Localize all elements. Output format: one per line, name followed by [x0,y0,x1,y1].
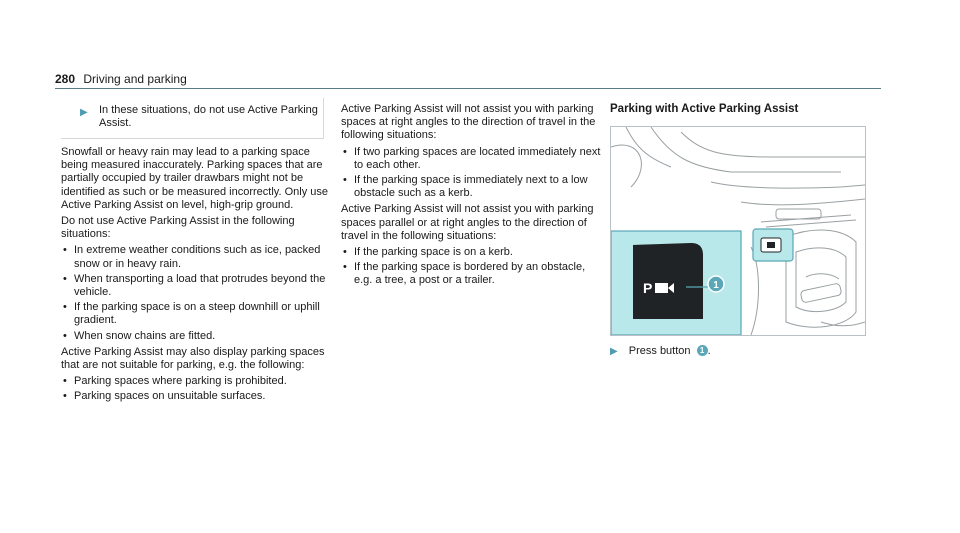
bullet-dot-icon: • [63,272,67,285]
note-text: In these situations, do not use Active Parking Assist. [99,104,318,130]
bullet-dot-icon: • [343,174,347,187]
note-box [61,98,324,139]
list-item: • In extreme weather conditions such as ice, packed snow or in heavy rain. [63,244,321,270]
console-illustration [610,126,866,336]
paragraph: Active Parking Assist will not assist you with parking spaces parallel or at right angles to the direction of travel in the following situations: [341,203,594,242]
bullet-list [341,246,603,288]
list-item: • If the parking space is immediately next to a low obstacle such as a kerb. [343,174,588,200]
paragraph: Snowfall or heavy rain may lead to a parking space being measured inaccurately. Parking spaces that are partially occupied by trailer drawbars might not be identified as such or be measured incorrectly. Only use Active Parking Assist on level, high-grip ground. [61,146,328,211]
bullet-dot-icon: • [343,261,347,274]
list-item: • Parking spaces where parking is prohibited. [63,375,287,388]
bullet-list [341,146,603,201]
page-header [55,72,187,86]
step-callout-badge: 1 [697,345,708,356]
paragraph: Active Parking Assist may also display parking spaces that are not suitable for parking, e.g. the following: [61,345,325,372]
bullet-list [61,244,329,342]
list-item: • If two parking spaces are located immediately next to each other. [343,145,601,171]
column-1 [61,146,329,407]
section-title: Driving and parking [83,72,187,86]
play-triangle-icon: ▶ [610,346,618,357]
bullet-dot-icon: • [63,301,67,314]
section-heading: Parking with Active Parking Assist [610,103,799,115]
paragraph: Active Parking Assist will not assist you with parking spaces at right angles to the direction of travel in the following situations: [341,103,596,142]
paragraph: Do not use Active Parking Assist in the following situations: [61,215,295,241]
play-triangle-icon: ▶ [80,107,88,118]
bullet-dot-icon: • [63,375,67,388]
bullet-list [61,375,329,403]
figure-callout-number: 1 [713,280,719,292]
list-item: • If the parking space is on a steep downhill or uphill gradient. [63,301,320,327]
bullet-dot-icon: • [343,145,347,158]
step-period: . [707,345,711,357]
list-item: • When snow chains are fitted. [63,329,216,342]
column-3 [610,103,865,336]
bullet-dot-icon: • [63,244,67,257]
bullet-dot-icon: • [343,246,347,259]
page-number: 280 [55,72,76,86]
bullet-dot-icon: • [63,329,67,342]
svg-text:P: P [643,280,653,297]
list-item: • If the parking space is on a kerb. [343,246,513,259]
list-item: • If the parking space is bordered by an obstacle, e.g. a tree, a post or a trailer. [343,261,586,287]
list-item: • When transporting a load that protrudes beyond the vehicle. [63,272,326,299]
instruction-step [610,345,711,357]
console-drawing [611,127,865,335]
column-2 [341,103,603,291]
header-divider [55,88,881,89]
step-text: Press button [628,345,691,357]
bullet-dot-icon: • [63,390,67,403]
list-item: • Parking spaces on unsuitable surfaces. [63,390,266,403]
